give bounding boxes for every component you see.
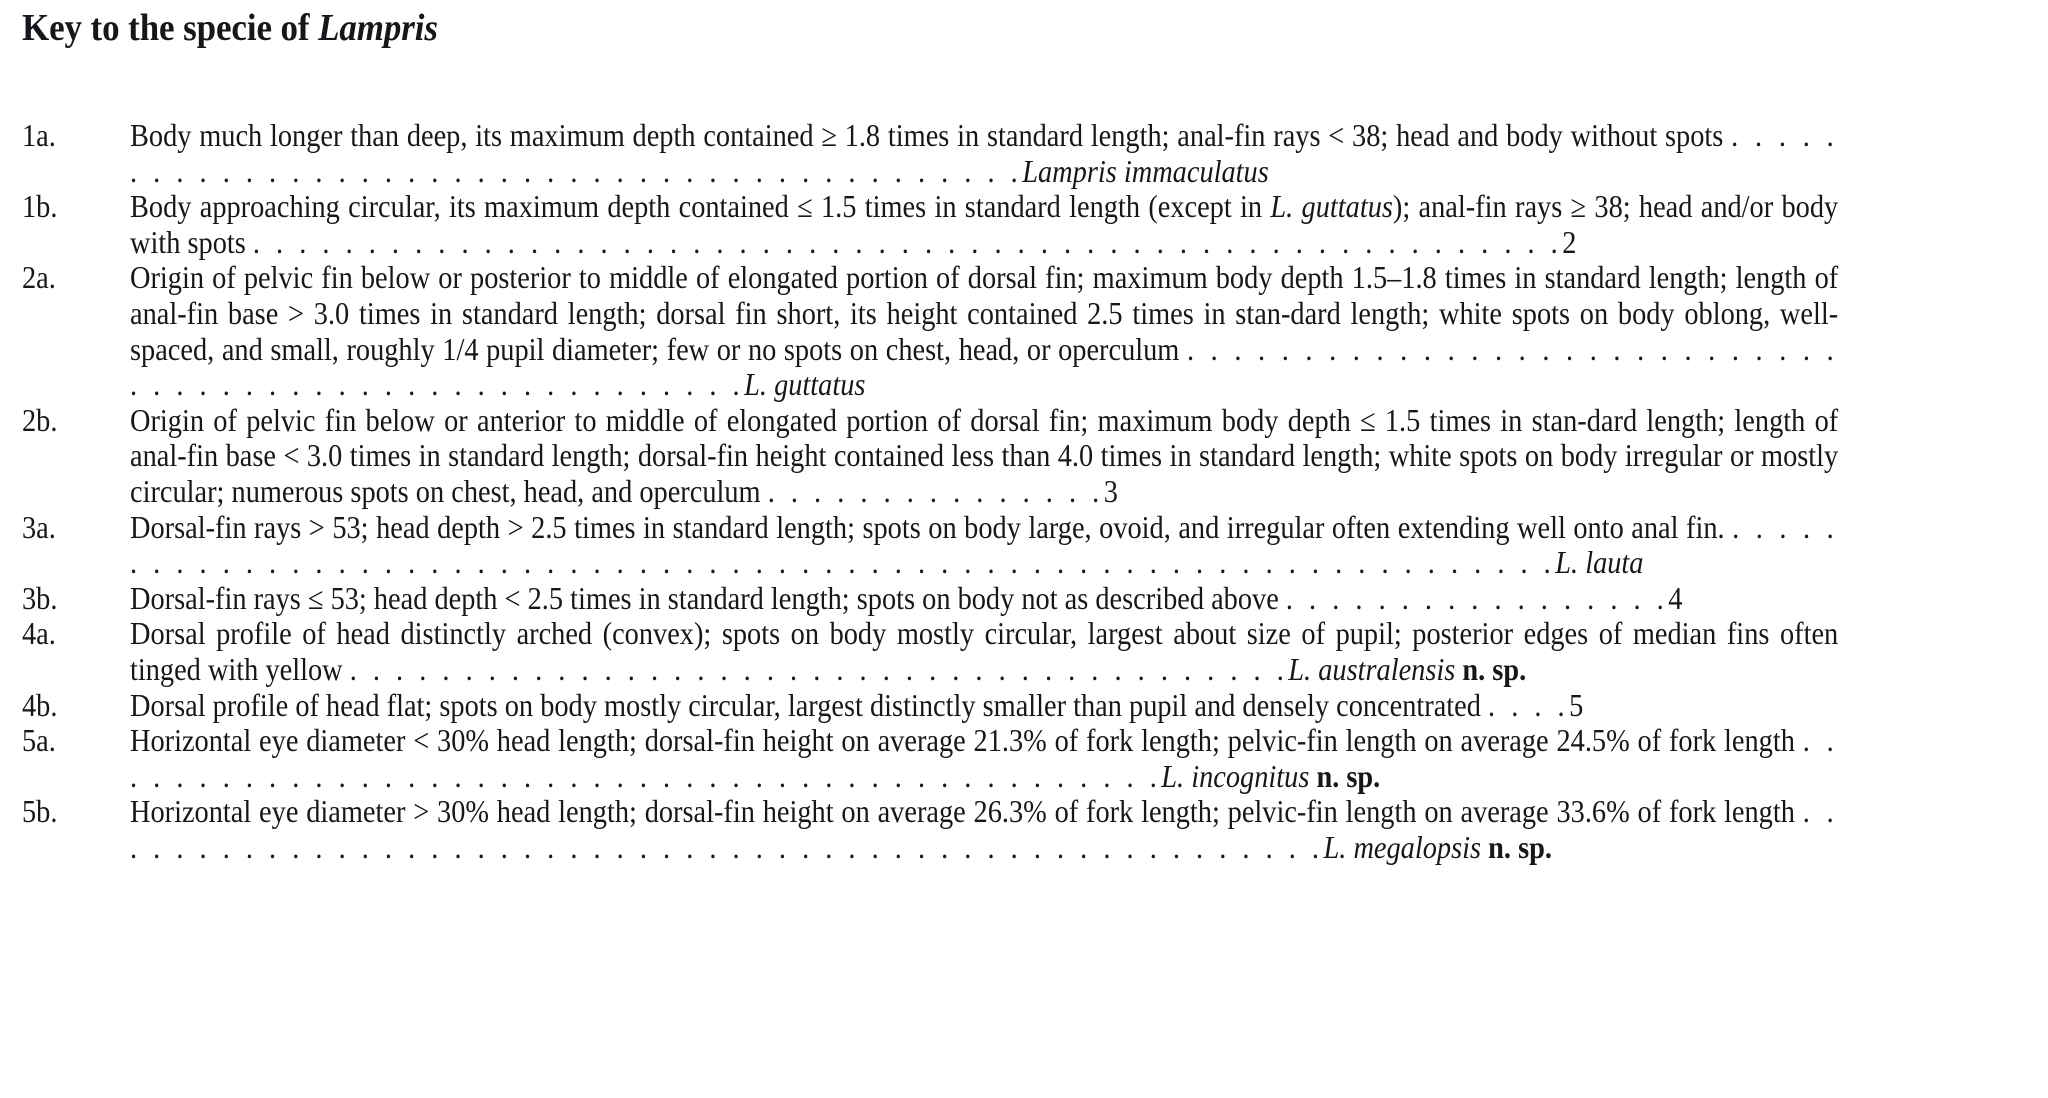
couplet-result bbox=[1569, 688, 1583, 723]
page-title-genus: Lampris bbox=[318, 7, 438, 49]
result-name: 3 bbox=[1103, 473, 1118, 509]
new-species-marker: n. sp. bbox=[1488, 829, 1552, 865]
couplet-description: Dorsal profile of head flat; spots on body mostly circular, largest distinctly smaller than pupil and densely concentrated bbox=[130, 687, 1481, 723]
key-couplet bbox=[22, 510, 2028, 581]
couplet-label: 2a. bbox=[22, 260, 56, 296]
couplet-result bbox=[1288, 652, 1526, 687]
couplet-text bbox=[130, 688, 1838, 724]
dot-leader: . . . . . . . . . . . . . . . bbox=[767, 473, 1104, 509]
couplet-text bbox=[130, 403, 1838, 510]
couplet-label: 1a. bbox=[22, 118, 56, 153]
dot-leader: . . . . . . . . . . . . . . . . . . . . . . . . . . . . . . . . . . . . . . . . . . . . . . . . . . . . . . bbox=[130, 794, 1839, 865]
couplet-label: 2b. bbox=[22, 402, 58, 438]
result-name: L. megalopsis bbox=[1323, 829, 1482, 865]
couplet-label: 3a. bbox=[22, 509, 56, 545]
couplet-text bbox=[130, 118, 1838, 189]
dot-leader: . . . . . . . . . . . . . . . . . bbox=[1285, 580, 1669, 616]
dot-leader: . . . . . . . . . . . . . . . . . . . . . . . . . . . . . . . . . . . . . . . . . . . . . . . bbox=[130, 723, 1839, 794]
key-couplet bbox=[22, 581, 2028, 617]
couplet-description: Body approaching circular, its maximum depth contained ≤ 1.5 times in standard length (except in bbox=[130, 189, 1271, 225]
couplet-text bbox=[130, 581, 1838, 617]
couplet-result bbox=[1161, 759, 1380, 794]
result-name: L. incognitus bbox=[1161, 758, 1310, 794]
couplet-result bbox=[1022, 154, 1269, 189]
couplet-text bbox=[130, 260, 1838, 402]
couplet-description: Dorsal profile of head distinctly arched (convex); spots on body mostly circular, largest about size of pupil; posterior edges of median fins often tinged with yellow bbox=[130, 616, 1839, 687]
couplet-text bbox=[130, 510, 1838, 581]
couplet-description: Dorsal-fin rays > 53; head depth > 2.5 times in standard length; spots on body large, ovoid, and irregular often extending well onto anal fin. bbox=[130, 509, 1725, 545]
key-couplet bbox=[22, 403, 2028, 510]
couplet-result bbox=[1324, 830, 1552, 865]
couplet-label: 4a. bbox=[22, 616, 56, 652]
dot-leader: . . . . . . . . . . . . . . . . . . . . . . . . . . . . . . . . . . . . . . . . . . . . . . . . . . . . . . . . . bbox=[252, 224, 1563, 260]
couplet-description: Horizontal eye diameter < 30% head length; dorsal-fin height on average 21.3% of fork length; pelvic-fin length on average 24.5% of fork length bbox=[130, 723, 1795, 759]
couplet-result bbox=[1668, 581, 1682, 616]
couplet-text bbox=[130, 189, 1838, 260]
couplet-label: 3b. bbox=[22, 580, 58, 616]
couplet-description: Origin of pelvic fin below or anterior to middle of elongated portion of dorsal fin; maximum body depth ≤ 1.5 times in stan-dard length; length of anal-fin base < 3.0 times in standard length; dorsal-fin height contained less than 4.0 times in standard length; white spots on body irregular or mostly circular; numerous spots on chest, head, and operculum bbox=[130, 402, 1839, 509]
couplet-label: 5a. bbox=[22, 723, 56, 759]
couplet-description: Horizontal eye diameter > 30% head length; dorsal-fin height on average 26.3% of fork length; pelvic-fin length on average 33.6% of fork length bbox=[130, 794, 1795, 830]
inline-species-name: L. guttatus bbox=[1270, 189, 1393, 225]
dichotomous-key bbox=[22, 118, 2028, 865]
couplet-description: Origin of pelvic fin below or posterior to middle of elongated portion of dorsal fin; maximum body depth 1.5–1.8 times in standard length; length of anal-fin base > 3.0 times in standard length; dorsal fin short, its height contained 2.5 times in stan-dard length; white spots on body oblong, well-spaced, and small, roughly 1/4 pupil diameter; few or no spots on chest, head, or operculum bbox=[130, 260, 1839, 367]
couplet-result bbox=[1104, 474, 1118, 509]
dot-leader: . . . . bbox=[1488, 687, 1570, 723]
dot-leader: . . . . . . . . . . . . . . . . . . . . . . . . . . . . . . . . . . . . . . . . . . . . . . . . . . . . . . . bbox=[130, 331, 1839, 403]
key-couplet bbox=[22, 688, 2028, 724]
couplet-text bbox=[130, 723, 1838, 794]
couplet-description: Dorsal-fin rays ≤ 53; head depth < 2.5 times in standard length; spots on body not as described above bbox=[130, 580, 1279, 616]
new-species-marker: n. sp. bbox=[1316, 758, 1381, 794]
couplet-label: 5b. bbox=[22, 794, 58, 830]
couplet-label: 4b. bbox=[22, 687, 58, 723]
couplet-text bbox=[130, 616, 1838, 687]
couplet-result bbox=[744, 367, 865, 402]
dot-leader: . . . . . . . . . . . . . . . . . . . . . . . . . . . . . . . . . . . . . . . . . bbox=[349, 651, 1289, 687]
result-name: L. australensis bbox=[1288, 651, 1456, 687]
page-title bbox=[22, 6, 438, 50]
key-couplet bbox=[22, 189, 2028, 260]
couplet-result bbox=[1562, 225, 1576, 260]
key-couplet bbox=[22, 260, 2028, 402]
couplet-label: 1b. bbox=[22, 189, 58, 225]
key-couplet bbox=[22, 616, 2028, 687]
new-species-marker: n. sp. bbox=[1462, 651, 1527, 687]
result-name: L. lauta bbox=[1555, 545, 1644, 581]
key-couplet bbox=[22, 118, 2028, 189]
couplet-text bbox=[130, 794, 1838, 865]
dot-leader: . . . . . . . . . . . . . . . . . . . . . . . . . . . . . . . . . . . . . . . . . . . . . . . . . . . . . . . . . . . . . . . . . . . bbox=[130, 509, 1839, 581]
page-title-prefix: Key to the specie of bbox=[22, 7, 319, 49]
result-name: L. guttatus bbox=[744, 367, 866, 403]
dot-leader: . . . . . . . . . . . . . . . . . . . . . . . . . . . . . . . . . . . . . . . . . . . . bbox=[130, 118, 1839, 189]
key-couplet bbox=[22, 723, 2028, 794]
result-name: 5 bbox=[1569, 687, 1584, 723]
couplet-description: Body much longer than deep, its maximum depth contained ≥ 1.8 times in standard length; anal-fin rays < 38; head and body without spots bbox=[130, 118, 1724, 153]
result-name: Lampris immaculatus bbox=[1022, 153, 1269, 189]
couplet-description-cont: ); anal-fin rays ≥ 38; head and/or body with spots bbox=[130, 189, 1839, 260]
result-name: 2 bbox=[1562, 224, 1577, 260]
key-couplet bbox=[22, 794, 2028, 865]
result-name: 4 bbox=[1668, 580, 1683, 616]
couplet-result bbox=[1555, 545, 1643, 580]
